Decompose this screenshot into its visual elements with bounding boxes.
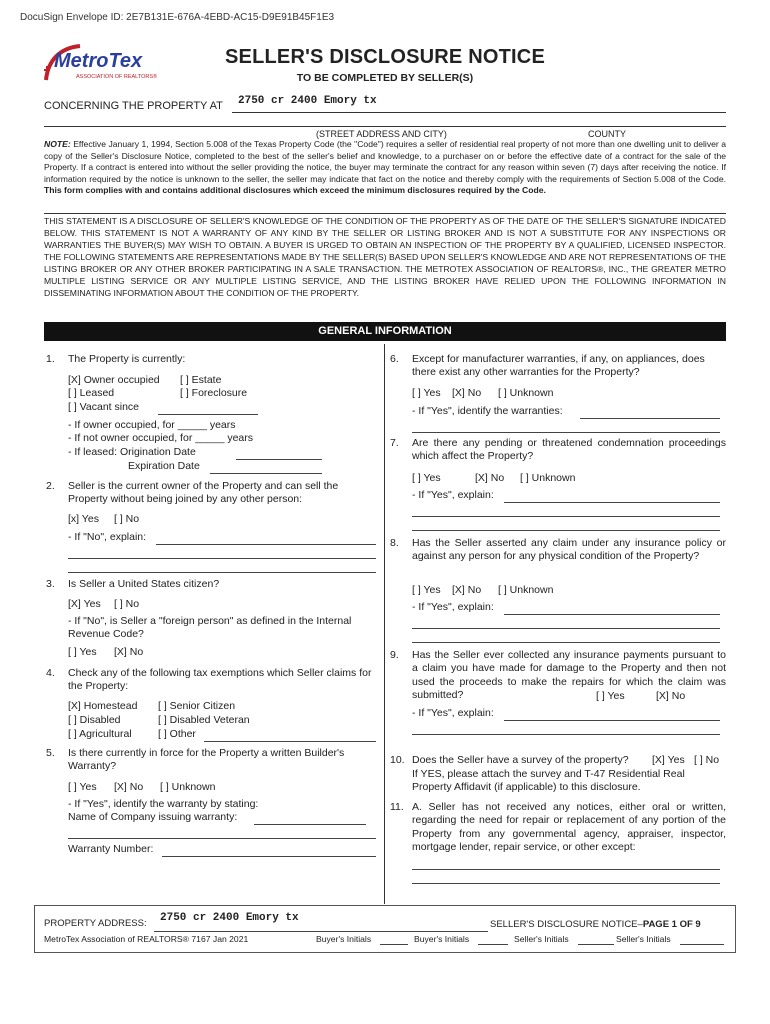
q10-text2: If YES, please attach the survey and T-47 Residential Real Property Affidavit (if applicable) to this disclosure.: [412, 768, 685, 794]
q3-text: Is Seller a United States citizen?: [68, 578, 220, 590]
logo-text: MetroTex: [54, 50, 143, 72]
q10-number: 10.: [390, 754, 405, 766]
q9-explain-label: - If "Yes", explain:: [412, 707, 494, 719]
leased-checkbox[interactable]: [ ] Leased: [68, 387, 115, 399]
q6-unknown-checkbox[interactable]: [ ] Unknown: [498, 387, 554, 399]
q7-explain-line3[interactable]: [412, 529, 720, 531]
q6-identify-label: - If "Yes", identify the warranties:: [412, 405, 563, 417]
q7-number: 7.: [390, 437, 399, 449]
q7-text: Are there any pending or threatened condemnation proceedings which affect the Property?: [412, 437, 726, 463]
note-paragraph: [44, 139, 726, 197]
q8-yes-checkbox[interactable]: [ ] Yes: [412, 584, 441, 596]
other-exemption-field[interactable]: [204, 740, 376, 742]
page-subtitle: TO BE COMPLETED BY SELLER(S): [296, 72, 474, 84]
if-owner-occupied: - If owner occupied, for _____ years: [68, 419, 236, 431]
q7-explain-label: - If "Yes", explain:: [412, 489, 494, 501]
q6-identify-line2[interactable]: [412, 431, 720, 433]
q7-explain-line2[interactable]: [412, 515, 720, 517]
logo-subtext: ASSOCIATION OF REALTORS®: [76, 74, 158, 80]
envelope-id: DocuSign Envelope ID: 2E7B131E-676A-4EBD-AC15-D9E91B45F1E3: [20, 12, 335, 23]
q5-warranty-number-field[interactable]: [162, 855, 376, 857]
q3-no-checkbox[interactable]: [ ] No: [114, 598, 140, 610]
q5-unknown-checkbox[interactable]: [ ] Unknown: [160, 781, 216, 793]
disabled-veteran-checkbox[interactable]: [ ] Disabled Veteran: [158, 714, 250, 726]
q8-explain-line3[interactable]: [412, 641, 720, 643]
footer-property-address[interactable]: 2750 cr 2400 Emory tx: [160, 912, 299, 924]
q3-foreign-yes[interactable]: [ ] Yes: [68, 646, 97, 658]
q2-number: 2.: [46, 480, 55, 492]
expiration-date-field[interactable]: [210, 472, 322, 474]
q9-no-checkbox[interactable]: [X] No: [656, 690, 686, 702]
property-address-field[interactable]: 2750 cr 2400 Emory tx: [238, 95, 377, 107]
buyer-initials-1-field[interactable]: [380, 943, 408, 945]
q5-warranty-number-label: Warranty Number:: [68, 843, 154, 855]
footer-form-name: SELLER'S DISCLOSURE NOTICE–: [490, 919, 643, 930]
q5-company-label: Name of Company issuing warranty:: [68, 811, 238, 823]
note-bold: This form complies with and contains additional disclosures which exceed the minimum disclosures required by the Code.: [44, 185, 546, 196]
q2-explain-line2[interactable]: [68, 557, 376, 559]
vacant-checkbox[interactable]: [ ] Vacant since: [68, 401, 140, 413]
q11-line1[interactable]: [412, 868, 720, 870]
q11-text: A. Seller has not received any notices, either oral or written, regarding the need for repair or replacement of any portion of the Property from any governmental agency, appraiser, inspector, mortgage lender, repair service, or other except:: [412, 801, 726, 854]
disclosure-statement: THIS STATEMENT IS A DISCLOSURE OF SELLER'S KNOWLEDGE OF THE CONDITION OF THE PROPERTY AS OF THE DATE OF THE SELLER'S SIGNATURE INDICATED BELOW. THIS STATEMENT IS NOT A WARRANTY OF ANY KIND BY THE SELLER OR LISTING BROKER AND IS NOT A SUBSTITUTE FOR ANY INSPECTIONS OR WARRANTIES THE BUYER(S) MAY WISH TO OBTAIN. A BUYER IS URGED TO OBTAIN AN INSPECTION OF THE PROPERTY BY A QUALIFIED, LICENSED INSPECTOR. THE FOLLOWING STATEMENTS ARE REPRESENTATIONS MADE BY THE SELLER(S) BASED UPON SELLER'S KNOWLEDGE AND ARE NOT REPRESENTATIONS OF THE LISTING BROKER OR ANY OTHER BROKER PARTICIPATING IN A SALE TRANSACTION. THE METROTEX ASSOCIATION OF REALTORS®, INC., THE GREATER METRO MULTIPLE LISTING SERVICE OR ANY MULTIPLE LISTING SERVICE, AND THE LISTING BROKER HAVE RELIED UPON THE FOLLOWING INFORMATION IN DISSEMINATING INFORMATION ABOUT THE CONDITION OF THE PROPERTY.: [44, 216, 726, 298]
q9-explain-field[interactable]: [504, 719, 720, 721]
estate-checkbox[interactable]: [ ] Estate: [180, 374, 222, 386]
concerning-label: CONCERNING THE PROPERTY AT: [44, 100, 223, 112]
q8-text: Has the Seller asserted any claim under any insurance policy or against any person for any physical condition of the Property?: [412, 537, 726, 563]
q7-unknown-checkbox[interactable]: [ ] Unknown: [520, 472, 576, 484]
q8-no-checkbox[interactable]: [X] No: [452, 584, 482, 596]
footer-address-line: [154, 930, 488, 932]
q8-explain-line2[interactable]: [412, 627, 720, 629]
q9-text: Has the Seller ever collected any insurance payments pursuant to a claim you have made for damage to the Property and then not used the proceeds to make the repairs for which the claim was submitted?: [412, 649, 726, 702]
q5-company-line2[interactable]: [68, 837, 376, 839]
address-field-line: [232, 112, 726, 113]
q2-explain-line3[interactable]: [68, 571, 376, 573]
seller-initials-1-field[interactable]: [578, 943, 614, 945]
q4-number: 4.: [46, 667, 55, 679]
q6-identify-field[interactable]: [580, 417, 720, 419]
owner-occupied-checkbox[interactable]: [X] Owner occupied: [68, 374, 160, 386]
seller-initials-2: Seller's Initials: [616, 934, 671, 944]
footer-page-number: PAGE 1 OF 9: [642, 919, 701, 930]
q5-number: 5.: [46, 747, 55, 759]
seller-initials-2-field[interactable]: [680, 943, 724, 945]
q2-explain-label: - If "No", explain:: [68, 531, 147, 543]
q5-no-checkbox[interactable]: [X] No: [114, 781, 144, 793]
senior-citizen-checkbox[interactable]: [ ] Senior Citizen: [158, 700, 236, 712]
q7-explain-field[interactable]: [504, 501, 720, 503]
q9-yes-checkbox[interactable]: [ ] Yes: [596, 690, 625, 702]
q10-no-checkbox[interactable]: [ ] No: [694, 754, 720, 766]
seller-initials-1: Seller's Initials: [514, 934, 569, 944]
buyer-initials-2: Buyer's Initials: [414, 934, 470, 944]
q3-number: 3.: [46, 578, 55, 590]
q6-text: Except for manufacturer warranties, if any, on appliances, does there exist any other warranties for the Property?: [412, 353, 705, 379]
county-label: COUNTY: [588, 129, 626, 139]
buyer-initials-1: Buyer's Initials: [316, 934, 372, 944]
q3-yes-checkbox[interactable]: [X] Yes: [68, 598, 101, 610]
q10-text: Does the Seller have a survey of the property?: [412, 754, 629, 766]
q6-number: 6.: [390, 353, 399, 365]
footer-form-title: [490, 919, 701, 930]
footer-association: MetroTex Association of REALTORS® 7167 Jan 2021: [44, 934, 249, 944]
q11-number: 11.: [390, 801, 404, 813]
q8-unknown-checkbox[interactable]: [ ] Unknown: [498, 584, 554, 596]
if-leased-label: - If leased: Origination Date: [68, 446, 196, 458]
disabled-checkbox[interactable]: [ ] Disabled: [68, 714, 121, 726]
foreclosure-checkbox[interactable]: [ ] Foreclosure: [180, 387, 248, 399]
q11-line2[interactable]: [412, 882, 720, 884]
q7-yes-checkbox[interactable]: [ ] Yes: [412, 472, 441, 484]
q2-no-checkbox[interactable]: [ ] No: [114, 513, 140, 525]
page-title: SELLER'S DISCLOSURE NOTICE: [225, 46, 545, 68]
q10-yes-checkbox[interactable]: [X] Yes: [652, 754, 685, 766]
q5-identify-label: - If "Yes", identify the warranty by stating:: [68, 798, 259, 810]
other-checkbox[interactable]: [ ] Other: [158, 728, 196, 740]
q6-yes-checkbox[interactable]: [ ] Yes: [412, 387, 441, 399]
q5-yes-checkbox[interactable]: [ ] Yes: [68, 781, 97, 793]
q2-text: Seller is the current owner of the Property and can sell the Property without being joined by any other person:: [68, 480, 339, 506]
homestead-checkbox[interactable]: [X] Homestead: [68, 700, 138, 712]
q7-no-checkbox[interactable]: [X] No: [475, 472, 505, 484]
section-header: GENERAL INFORMATION: [44, 322, 726, 341]
q2-explain-field[interactable]: [156, 543, 376, 545]
origination-date-field[interactable]: [236, 458, 322, 460]
if-not-owner-occupied: - If not owner occupied, for _____ years: [68, 432, 254, 444]
note-label: NOTE:: [44, 139, 71, 149]
q9-number: 9.: [390, 649, 399, 661]
vacant-since-field[interactable]: [158, 413, 258, 415]
agricultural-checkbox[interactable]: [ ] Agricultural: [68, 728, 132, 740]
q9-explain-line2[interactable]: [412, 733, 720, 735]
q8-explain-label: - If "Yes", explain:: [412, 601, 494, 613]
q5-company-field[interactable]: [254, 823, 366, 825]
buyer-initials-2-field[interactable]: [478, 943, 508, 945]
expiration-label: Expiration Date: [128, 460, 200, 472]
q5-text: Is there currently in force for the Property a written Builder's Warranty?: [68, 747, 345, 773]
footer-property-label: PROPERTY ADDRESS:: [44, 918, 147, 929]
q6-no-checkbox[interactable]: [X] No: [452, 387, 482, 399]
q3-foreign-no[interactable]: [X] No: [114, 646, 144, 658]
q1-number: 1.: [46, 353, 55, 365]
q8-number: 8.: [390, 537, 399, 549]
q8-explain-field[interactable]: [504, 613, 720, 615]
q3-foreign-text: - If "No", is Seller a "foreign person" as defined in the Internal Revenue Code?: [68, 615, 352, 641]
street-label: (STREET ADDRESS AND CITY): [316, 129, 447, 139]
address-line-2: [44, 126, 726, 127]
q1-text: The Property is currently:: [68, 353, 186, 365]
q2-yes-checkbox[interactable]: [x] Yes: [68, 513, 99, 525]
divider: [44, 213, 726, 214]
column-divider: [384, 344, 385, 904]
note-text: Effective January 1, 1994, Section 5.008 of the Texas Property Code (the "Code") requires a seller of residential real property of not more than one dwelling unit to deliver a copy of the Seller's Disclosure Notice, completed to the best of the seller's belief and knowledge, to a purchaser on or before the effective date of a contract for the sale of the Property. If a contract is entered into without the seller providing the notice, the buyer may terminate the contract for any reason within seven (7) days after receiving the notice. If information required by the notice is unknown to the seller, the seller may indicate that fact on the notice and thereby comply with the requirements of Section 5.008 of the Code.: [44, 139, 726, 184]
q4-text: Check any of the following tax exemptions which Seller claims for the Property:: [68, 667, 372, 693]
